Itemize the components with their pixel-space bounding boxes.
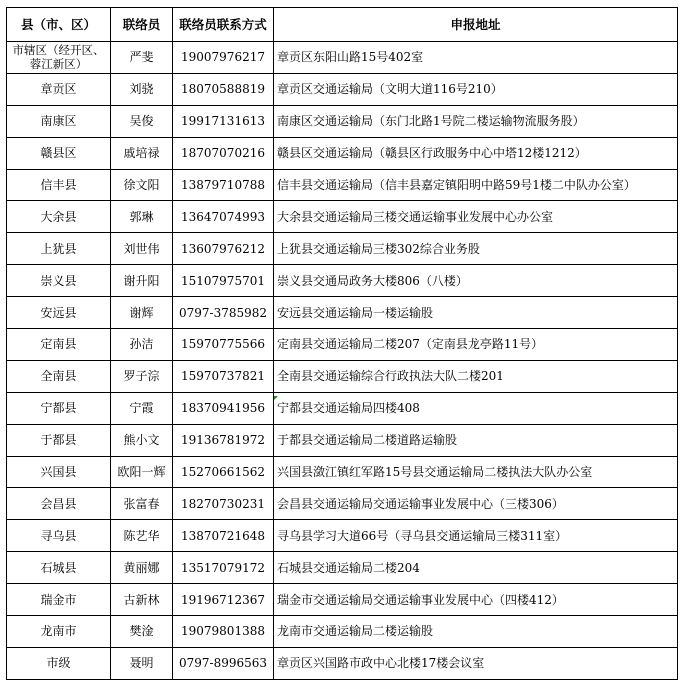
- cell-address: 大余县交通运输局三楼交通运输事业发展中心办公室: [274, 201, 678, 233]
- cell-phone: 0797-3785982: [173, 297, 274, 329]
- cell-phone: 19917131613: [173, 105, 274, 137]
- cell-contact: 谢升阳: [111, 265, 173, 297]
- cell-county: 信丰县: [7, 169, 111, 201]
- cell-phone: 0797-8996563: [173, 647, 274, 679]
- cell-county: 安远县: [7, 297, 111, 329]
- cell-address: 定南县交通运输局二楼207（定南县龙亭路11号）: [274, 329, 678, 361]
- header-phone: 联络员联系方式: [173, 8, 274, 42]
- cell-address: 上犹县交通运输局三楼302综合业务股: [274, 233, 678, 265]
- cell-contact: 戚培禄: [111, 137, 173, 169]
- cell-address: 全南县交通运输综合行政执法大队二楼201: [274, 360, 678, 392]
- table-row: [7, 424, 678, 456]
- table-row: [7, 392, 678, 424]
- table-row: [7, 647, 678, 679]
- cell-county: 南康区: [7, 105, 111, 137]
- table-row: [7, 265, 678, 297]
- table-row: [7, 552, 678, 584]
- cell-address: 赣县区交通运输局（赣县区行政服务中心中塔12楼1212）: [274, 137, 678, 169]
- cell-address: 章贡区东阳山路15号402室: [274, 42, 678, 74]
- cell-contact: 徐文阳: [111, 169, 173, 201]
- cell-contact: 罗子淙: [111, 360, 173, 392]
- table-row: [7, 329, 678, 361]
- cell-address: 宁都县交通运输局四楼408: [274, 392, 678, 424]
- cell-phone: 15970737821: [173, 360, 274, 392]
- cell-address: 龙南市交通运输局二楼运输股: [274, 616, 678, 648]
- cell-phone: 13607976212: [173, 233, 274, 265]
- table-row: [7, 201, 678, 233]
- header-address: 申报地址: [274, 8, 678, 42]
- header-county: 县（市、区）: [7, 8, 111, 42]
- header-row: [7, 8, 678, 42]
- cell-contact: 刘世伟: [111, 233, 173, 265]
- cell-contact: 熊小文: [111, 424, 173, 456]
- cell-address: 石城县交通运输局二楼204: [274, 552, 678, 584]
- cell-phone: 18070588819: [173, 73, 274, 105]
- cell-contact: 孙洁: [111, 329, 173, 361]
- cell-address: 兴国县潋江镇红军路15号县交通运输局二楼执法大队办公室: [274, 456, 678, 488]
- table-row: [7, 520, 678, 552]
- cell-address: 瑞金市交通运输局交通运输事业发展中心（四楼412）: [274, 584, 678, 616]
- cell-county: 寻乌县: [7, 520, 111, 552]
- cell-phone: 13870721648: [173, 520, 274, 552]
- cell-contact: 古新林: [111, 584, 173, 616]
- cell-county: 定南县: [7, 329, 111, 361]
- table-body: [7, 42, 678, 680]
- cell-address: 于都县交通运输局二楼道路运输股: [274, 424, 678, 456]
- cell-county: 章贡区: [7, 73, 111, 105]
- table-row: [7, 360, 678, 392]
- cell-contact: 陈艺华: [111, 520, 173, 552]
- table-row: [7, 73, 678, 105]
- cell-contact: 刘骁: [111, 73, 173, 105]
- cell-county: 全南县: [7, 360, 111, 392]
- cell-county: 宁都县: [7, 392, 111, 424]
- cell-address: 崇义县交通局政务大楼806（八楼）: [274, 265, 678, 297]
- cell-county: 于都县: [7, 424, 111, 456]
- cell-phone: 18707070216: [173, 137, 274, 169]
- cell-contact: 黄丽娜: [111, 552, 173, 584]
- cell-phone: 15970775566: [173, 329, 274, 361]
- table-row: [7, 488, 678, 520]
- cell-phone: 13647074993: [173, 201, 274, 233]
- cell-county: 兴国县: [7, 456, 111, 488]
- cell-phone: 19196712367: [173, 584, 274, 616]
- header-contact: 联络员: [111, 8, 173, 42]
- cell-phone: 19007976217: [173, 42, 274, 74]
- cell-county: 市辖区（经开区、蓉江新区）: [7, 42, 111, 74]
- cell-contact: 郭琳: [111, 201, 173, 233]
- table-row: [7, 137, 678, 169]
- cell-county: 石城县: [7, 552, 111, 584]
- cell-county: 龙南市: [7, 616, 111, 648]
- cell-contact: 聂明: [111, 647, 173, 679]
- cell-phone: 15270661562: [173, 456, 274, 488]
- table-row: [7, 169, 678, 201]
- cell-phone: 15107975701: [173, 265, 274, 297]
- cell-phone: 18270730231: [173, 488, 274, 520]
- cell-address: 南康区交通运输局（东门北路1号院二楼运输物流服务股）: [274, 105, 678, 137]
- cell-address: 信丰县交通运输局（信丰县嘉定镇阳明中路59号1楼二中队办公室）: [274, 169, 678, 201]
- cell-contact: 张富春: [111, 488, 173, 520]
- cell-phone: 19079801388: [173, 616, 274, 648]
- cell-contact: 严斐: [111, 42, 173, 74]
- table-row: [7, 616, 678, 648]
- cell-contact: 欧阳一辉: [111, 456, 173, 488]
- cell-address: 寻乌县学习大道66号（寻乌县交通运输局三楼311室）: [274, 520, 678, 552]
- cell-address: 安远县交通运输局一楼运输股: [274, 297, 678, 329]
- cell-phone: 13879710788: [173, 169, 274, 201]
- cell-county: 崇义县: [7, 265, 111, 297]
- cell-county: 上犹县: [7, 233, 111, 265]
- cell-contact: 宁霞: [111, 392, 173, 424]
- table-row: [7, 233, 678, 265]
- table-row: [7, 42, 678, 74]
- table-row: [7, 105, 678, 137]
- cell-address: 会昌县交通运输局交通运输事业发展中心（三楼306）: [274, 488, 678, 520]
- cell-county: 赣县区: [7, 137, 111, 169]
- table-row: [7, 297, 678, 329]
- cell-phone: 19136781972: [173, 424, 274, 456]
- cell-address: 章贡区交通运输局（文明大道116号210）: [274, 73, 678, 105]
- table-row: [7, 584, 678, 616]
- table-row: [7, 456, 678, 488]
- cell-contact: 吴俊: [111, 105, 173, 137]
- cell-phone: 13517079172: [173, 552, 274, 584]
- contact-table: [6, 7, 678, 680]
- cell-county: 大余县: [7, 201, 111, 233]
- cell-county: 市级: [7, 647, 111, 679]
- cell-comment-marker: [274, 396, 278, 400]
- cell-address: 章贡区兴国路市政中心北楼17楼会议室: [274, 647, 678, 679]
- cell-contact: 谢辉: [111, 297, 173, 329]
- cell-contact: 樊淦: [111, 616, 173, 648]
- cell-county: 会昌县: [7, 488, 111, 520]
- cell-phone: 18370941956: [173, 392, 274, 424]
- cell-county: 瑞金市: [7, 584, 111, 616]
